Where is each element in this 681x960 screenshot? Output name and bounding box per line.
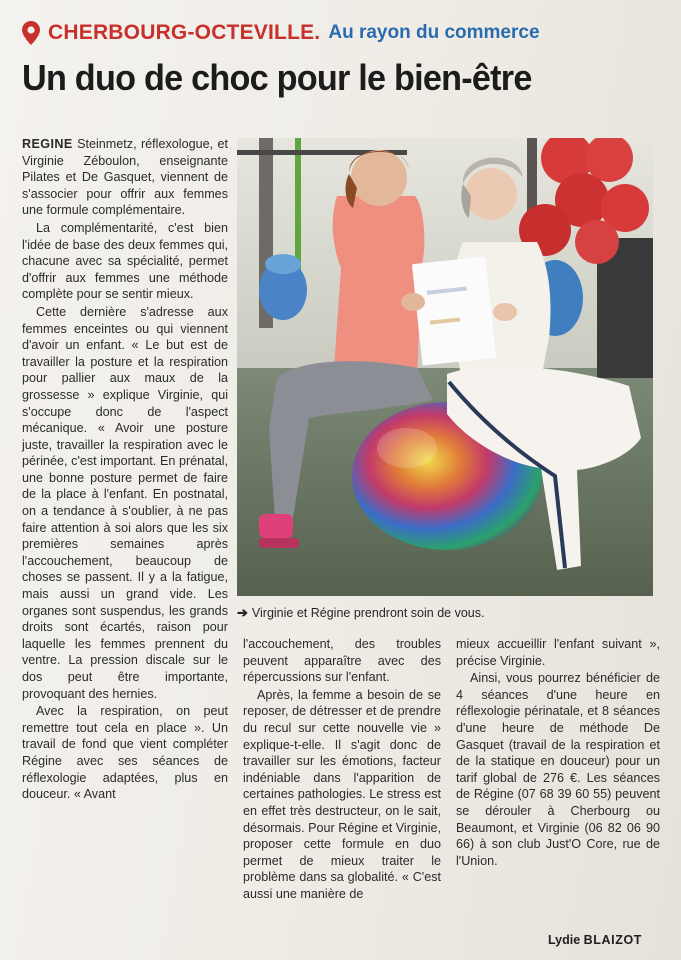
paragraph: mieux accueillir l'enfant suivant », précise Virginie. <box>456 637 660 668</box>
paragraph: l'accouchement, des troubles peuvent apparaître avec des répercussions sur l'enfant. <box>243 637 441 685</box>
byline <box>548 933 642 947</box>
caption-text: Virginie et Régine prendront soin de vous. <box>251 606 485 620</box>
arrow-icon: ➔ <box>237 605 248 620</box>
paragraph: La complémentarité, c'est bien l'idée de base des deux femmes qui, chacune avec sa spécialité, permet d'offrir aux femmes une méthode complète pour se sentir mieux. <box>22 220 228 302</box>
article-column-1 <box>22 136 228 804</box>
paragraph: Cette dernière s'adresse aux femmes enceintes ou qui viennent d'avoir un enfant. « Le but est de travailler la posture et la respiration pour pallier aux maux de la grossesse » explique Virginie, qui s'occupe donc de l'aspect mécanique. « Avoir une posture juste, travailler la respiration avec le périnée, c'est important. En prénatal, une bonne posture permet de faire de la place à l'enfant. En postnatal, on a tendance à s'oublier, à ne pas faire attention à soi alors que les six premières semaines après l'accouchement, beaucoup de choses se passent. Il y a la fatigue, mais aussi un grand vide. Les organes sont suspendus, les grands droits sont écartés, raison pour laquelle les femmes prennent du ventre. La pression discale sur le dos peut être importante, provoquant des hernies. <box>22 304 228 701</box>
paragraph: Ainsi, vous pourrez bénéficier de 4 séances d'une heure en réflexologie périnatale, et 8 séances d'une heure de méthode De Gasquet (travail de la respiration et de la statique en douceur) pour un tarif global de 276 €. Les séances de Régine (07 68 39 60 55) peuvent se dérouler à Cherbourg ou Beaumont, et Virginie (06 82 06 90 66) à son club Just'O Core, rue de l'Union. <box>456 671 660 868</box>
location-pin-icon <box>22 21 40 45</box>
kicker <box>22 18 540 48</box>
paragraph: Après, la femme a besoin de se reposer, de détresser et de prendre du recul sur cette nouvelle vie » explique-t-elle. Il s'agit donc de travailler sur les émotions, facteur indéniable dans l'apparition de certaines pathologies. Le stress est en effet très destructeur, on le sait, désormais. Pour Régine et Virginie, proposer cette formule en duo permet de mieux traiter le problème dans sa globalité. « C'est aussi une manière de <box>243 687 441 901</box>
lead-name: REGINE <box>22 137 73 151</box>
article-column-2 <box>243 636 441 904</box>
paragraph <box>22 136 228 219</box>
kicker-section: Au rayon du commerce <box>328 22 540 43</box>
paragraph: Avec la respiration, on peut remettre tout cela en place ». Un travail de fond que vient compléter Régine avec ses séances de réflexologie adaptées, plus en douceur. « Avant <box>22 704 228 802</box>
byline-first: Lydie <box>548 933 581 947</box>
paragraph-text: Steinmetz, réflexologue, et Virginie Zéboulon, enseignante Pilates et De Gasquet, viennent de s'associer pour offrir aux femmes une formule complémentaire. <box>22 137 229 218</box>
byline-last: BLAIZOT <box>583 933 643 947</box>
headline: Un duo de choc pour le bien-être <box>22 57 532 98</box>
article-column-3 <box>456 636 660 870</box>
article-photo <box>237 138 653 596</box>
photo-caption <box>237 604 657 622</box>
kicker-city: CHERBOURG-OCTEVILLE. <box>48 21 321 44</box>
